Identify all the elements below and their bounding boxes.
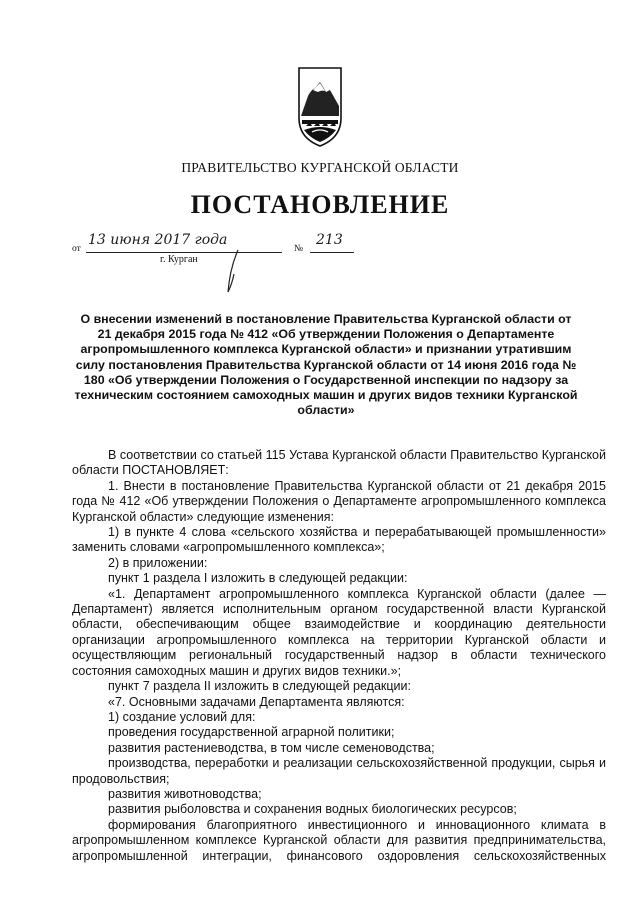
paragraph: 2) в приложении: xyxy=(108,555,208,570)
paragraph: формирования благоприятного инвестиционного и инновационного климата в агропромышленном комплексе Курганской области для развития предпринимательства, агропромышленной интеграции, финансового оздоровления сельскохозяйственных xyxy=(72,817,606,863)
paragraph: 1) создание условий для: xyxy=(108,709,256,724)
paragraph: развития животноводства; xyxy=(108,786,262,801)
handwritten-number: 213 xyxy=(316,232,343,248)
handwritten-stroke xyxy=(222,248,242,294)
paragraph: пункт 1 раздела I изложить в следующей редакции: xyxy=(108,571,408,586)
decree-meta xyxy=(72,234,372,294)
paragraph: развития растениеводства, в том числе семеноводства; xyxy=(108,740,435,755)
handwritten-date: 13 июня 2017 года xyxy=(88,232,228,248)
government-name: ПРАВИТЕЛЬСТВО КУРГАНСКОЙ ОБЛАСТИ xyxy=(181,160,459,175)
number-underline xyxy=(310,252,354,253)
paragraph: 1) в пункте 4 слова «сельского хозяйства и перерабатывающей промышленности» заменить словами «агропромышленного комплекса»; xyxy=(72,525,606,555)
paragraph: проведения государственной аграрной политики; xyxy=(108,725,395,740)
paragraph: «1. Департамент агропромышленного комплекса Курганской области (далее — Департамент) является исполнительным органом государственной власти Курганской области, обеспечивающим общее взаимодействие и координацию деятельности организации агропромышленного комплекса на территории Курганской области и осуществляющим региональный государственный надзор в области технического состояния самоходных машин и других видов техники.»; xyxy=(72,586,606,678)
paragraph: развития рыболовства и сохранения водных биологических ресурсов; xyxy=(108,802,517,817)
paragraph: В соответствии со статьей 115 Устава Курганской области Правительство Курганской области ПОСТАНОВЛЯЕТ: xyxy=(72,448,606,478)
document-type-title: ПОСТАНОВЛЕНИЕ xyxy=(190,190,450,219)
paragraph: 1. Внести в постановление Правительства Курганской области от 21 декабря 2015 года № 412 «Об утверждении Положения о Департаменте агропромышленного комплекса Курганской области» следующие изменения: xyxy=(72,478,606,524)
paragraph: производства, переработки и реализации сельскохозяйственной продукции, сырья и продовольствия; xyxy=(72,756,606,786)
number-prefix: № xyxy=(294,244,304,254)
date-underline xyxy=(86,252,282,253)
paragraph: «7. Основными задачами Департамента являются: xyxy=(108,694,405,709)
coat-of-arms-emblem xyxy=(296,66,344,148)
decree-body xyxy=(72,448,606,864)
city: г. Курган xyxy=(160,254,198,265)
decree-subject: О внесении изменений в постановление Правительства Курганской области от 21 декабря 2015 года № 412 «Об утверждении Положения о Департаменте агропромышленного комплекса Курганской области» и признании утратившим силу постановления Правительства Курганской области от 14 июня 2016 года № 180 «Об утверждении Положения о Государственной инспекции по надзору за техническим состоянием самоходных машин и других видов техники Курганской области» xyxy=(74,312,578,418)
paragraph: пункт 7 раздела II изложить в следующей редакции: xyxy=(108,679,411,694)
date-prefix: от xyxy=(72,244,81,254)
